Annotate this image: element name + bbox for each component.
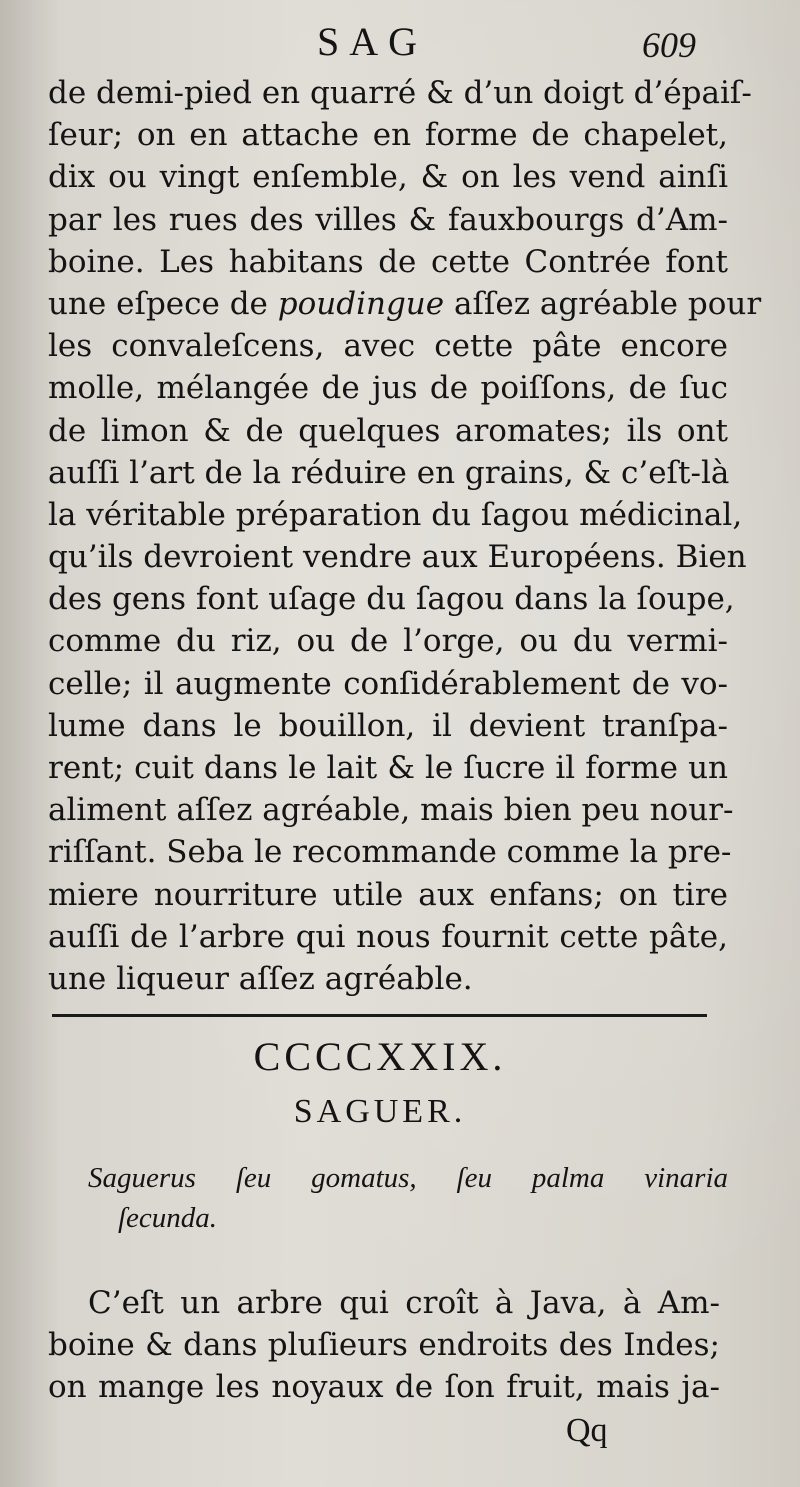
- text-line: de demi-pied en quarré & d’un doigt d’épaiſ-: [48, 75, 752, 111]
- text-line: riſſant. Seba le recommande comme la pre-: [48, 834, 732, 871]
- text-line: celle; il augmente conſidérablement de vo-: [48, 665, 728, 702]
- text-line: auſſi l’art de la réduire en grains, & c’eſt-là: [48, 454, 730, 491]
- text-line: une liqueur aſſez agréable.: [48, 960, 473, 997]
- section-divider: [52, 1014, 707, 1017]
- text-line: par les rues des villes & fauxbourgs d’Am-: [48, 201, 728, 238]
- text-line: boine & dans pluſieurs endroits des Indes;: [48, 1327, 720, 1364]
- text-line: des gens font uſage du ſagou dans la ſoupe,: [48, 581, 735, 618]
- text-line: C’eſt un arbre qui croît à Java, à Am-: [88, 1285, 720, 1321]
- text-line: qu’ils devroient vendre aux Européens. Bien: [48, 539, 747, 576]
- latin-synonyms: [88, 1158, 728, 1238]
- text-segment: aſſez agréable pour: [444, 285, 762, 322]
- running-head: SAG: [317, 19, 428, 64]
- text-line: boine. Les habitans de cette Contrée font: [48, 243, 728, 280]
- text-line: aliment aſſez agréable, mais bien peu nour-: [48, 792, 734, 829]
- text-line: comme du riz, ou de l’orge, ou du vermi-: [48, 623, 728, 660]
- paragraph-saguer: [48, 1282, 720, 1409]
- italic-term: poudingue: [277, 285, 445, 322]
- latin-line: Saguerus ſeu gomatus, ſeu palma vinaria: [88, 1162, 728, 1194]
- text-line: molle, mélangée de jus de poiſſons, de ſuc: [48, 370, 728, 407]
- text-line-mixed: [48, 283, 762, 325]
- text-line: les convaleſcens, avec cette pâte encore: [48, 328, 728, 365]
- text-line: dix ou vingt enſemble, & on les vend ainſi: [48, 159, 728, 196]
- section-title: SAGUER.: [293, 1093, 467, 1130]
- text-line: auſſi de l’arbre qui nous fournit cette pâte,: [48, 918, 728, 955]
- text-segment: une eſpece de: [48, 285, 278, 322]
- text-line: de limon & de quelques aromates; ils ont: [48, 412, 728, 449]
- text-line: rent; cuit dans le lait & le ſucre il forme un: [48, 750, 728, 786]
- paragraph-sagou: [48, 72, 762, 1000]
- page-number: 609: [642, 25, 696, 65]
- text-line: miere nourriture utile aux enfans; on tire: [48, 876, 728, 913]
- text-line: lume dans le bouillon, il devient tranſpa-: [48, 707, 728, 744]
- latin-line: ſecunda.: [118, 1202, 218, 1234]
- page-header: [0, 10, 800, 70]
- text-line: ſeur; on en attache en forme de chapelet,: [48, 117, 728, 154]
- section-number: CCCCXXIX.: [253, 1034, 507, 1079]
- text-line: la véritable préparation du ſagou médicinal,: [48, 496, 743, 533]
- text-line: on mange les noyaux de ſon fruit, mais ja-: [48, 1369, 720, 1406]
- signature-mark: Qq: [566, 1412, 608, 1449]
